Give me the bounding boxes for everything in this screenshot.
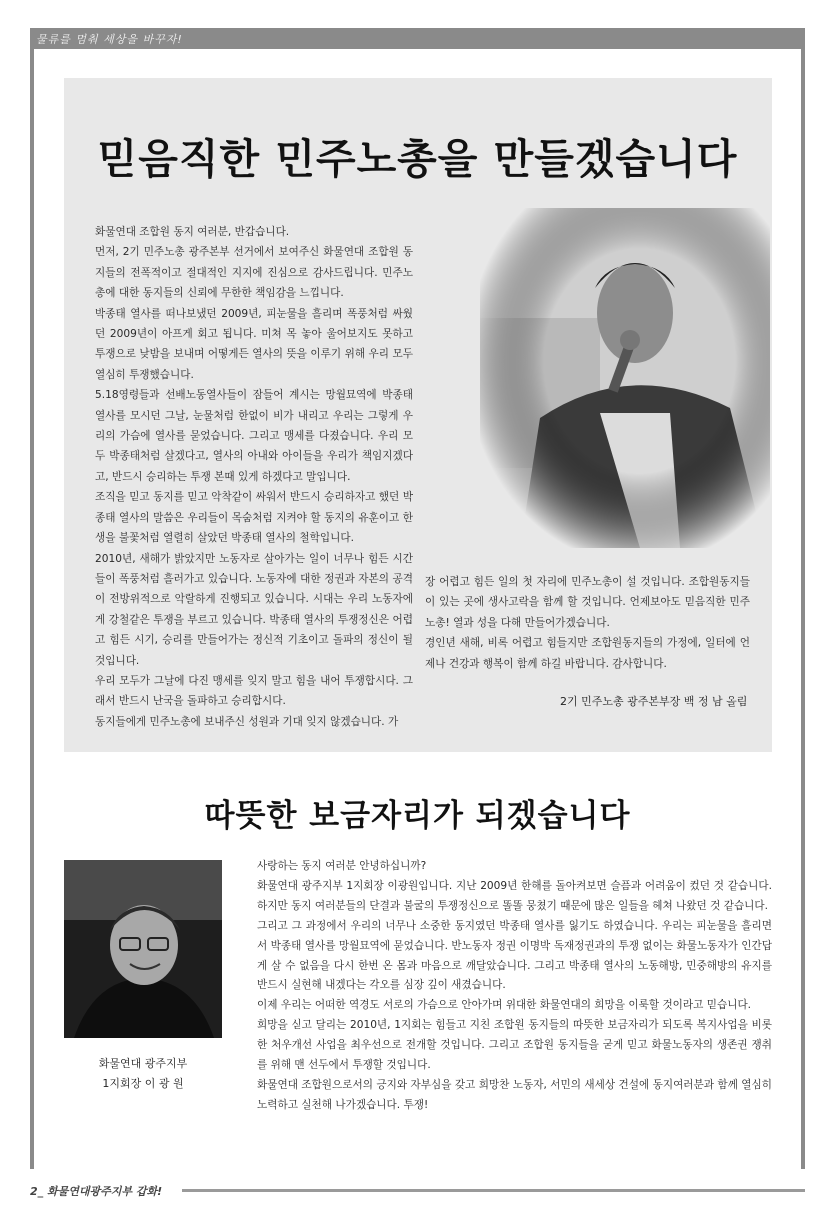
paragraph: 우리 모두가 그날에 다진 맹세를 잊지 말고 힘을 내어 투쟁합시다. 그래서 반드시 난국을 돌파하고 승리합시다.	[95, 674, 413, 708]
paragraph: 화물연대 광주지부 1지회장 이광원입니다. 지난 2009년 한해를 돌아켜보면 슬픔과 어려움이 컸던 것 같습니다. 하지만 동지 여러분들의 단결과 불굴의 투쟁정신으로 똘똘 뭉쳤기 때문에 많은 일들을 헤쳐 나왔던 것 같습니다.	[257, 879, 772, 912]
paragraph: 희망을 싣고 달리는 2010년, 1지회는 힘들고 지친 조합원 동지들의 따뜻한 보금자리가 되도록 복지사업을 비롯한 처우개선 사업을 최우선으로 전개할 것입니다. 그리고 조합원 동지들을 굳게 믿고 화물노동자의 생존권 쟁취를 위해 맨 선두에서 투쟁할 것입니다.	[257, 1019, 772, 1072]
paragraph: 박종태 열사를 떠나보냈던 2009년, 피눈물을 흘리며 폭풍처럼 싸웠던 2009년이 아프게 회고 됩니다. 미쳐 목 놓아 울어보지도 못하고 투쟁으로 낮밤을 보내며 어떻게든 열사의 뜻을 이루기 위해 우리 모두 열심히 투쟁했습니다.	[95, 307, 413, 381]
portrait-caption-affiliation: 화물연대 광주지부	[98, 1057, 188, 1070]
left-border	[30, 49, 34, 1169]
right-border	[801, 49, 805, 1169]
article2-body	[257, 857, 772, 1116]
footer-rule	[182, 1189, 805, 1192]
footer-page-label: 2_ 화물연대광주지부 갑화!	[30, 1185, 163, 1198]
article2-title: 따뜻한 보금자리가 되겠습니다	[204, 798, 631, 834]
paragraph: 사랑하는 동지 여러분 안녕하십니까?	[257, 860, 427, 872]
article1-column-right	[425, 572, 750, 674]
portrait-photo	[64, 860, 222, 1038]
article1-title: 믿음직한 민주노총을 만들겠습니다	[97, 135, 738, 183]
article1-column-left	[95, 222, 413, 732]
article1-signature: 2기 민주노총 광주본부장 백 정 남 올림	[560, 695, 748, 708]
paragraph: 2010년, 새해가 밝았지만 노동자로 살아가는 일이 너무나 힘든 시간들이 폭풍처럼 흘러가고 있습니다. 노동자에 대한 정권과 자본의 공격이 전방위적으로 악랄하게 진행되고 있습니다. 시대는 우리 노동자에게 강철같은 투쟁을 부르고 있습니다. 박종태 열사의 투쟁정신은 어렵고 힘든 시기, 승리를 만들어가는 정신적 기초이고 돌파의 정신이 될 것입니다.	[95, 552, 413, 667]
portrait-caption-name: 1지회장 이 광 원	[102, 1077, 184, 1090]
paragraph: 조직을 믿고 동지를 믿고 악착같이 싸워서 반드시 승리하자고 했던 박종태 열사의 말씀은 우리들이 목숨처럼 지켜야 할 동지의 유훈이고 한생을 불꽃처럼 열렬히 살았던 박종태 열사의 철학입니다.	[95, 491, 413, 545]
paragraph: 그리고 그 과정에서 우리의 너무나 소중한 동지였던 박종태 열사를 잃기도 하였습니다. 우리는 피눈물을 흘리면서 박종태 열사를 망월묘역에 묻었습니다. 반노동자 정권 이명박 독재정권과의 투쟁 없이는 화물노동자가 인간답게 살 수 없음을 다시 한번 온 몸과 마음으로 깨달았습니다. 그리고 박종태 열사의 노동해방, 민중해방의 유지를 반드시 실현해 내겠다는 각오를 심장 깊이 새겼습니다.	[257, 919, 772, 992]
paragraph: 5.18영령들과 선배노동열사들이 잠들어 계시는 망월묘역에 박종태 열사를 모시던 그날, 눈물처럼 한없이 비가 내리고 우리는 그렇게 우리의 가슴에 열사를 묻었습니다. 그리고 맹세를 다졌습니다. 우리 모두 박종태처럼 살겠다고, 열사의 아내와 아이들을 우리가 책임지겠다고, 반드시 승리하는 투쟁 본때 있게 하겠다고 말입니다.	[95, 389, 413, 483]
paragraph: 먼저, 2기 민주노총 광주본부 선거에서 보여주신 화물연대 조합원 동지들의 전폭적이고 절대적인 지지에 진심으로 감사드립니다. 민주노총에 대한 동지들의 신뢰에 무한한 책임감을 느낍니다.	[95, 246, 413, 300]
paragraph: 장 어렵고 힘든 일의 첫 자리에 민주노총이 설 것입니다. 조합원동지들이 있는 곳에 생사고락을 함께 할 것입니다. 언제보아도 믿음직한 민주노총! 열과 성을 다해 만들어가겠습니다.	[425, 576, 750, 629]
paragraph: 경인년 새해, 비록 어렵고 힘들지만 조합원동지들의 가정에, 일터에 언제나 건강과 행복이 함께 하길 바랍니다. 감사합니다.	[425, 637, 750, 670]
paragraph: 동지들에게 민주노총에 보내주신 성원과 기대 잊지 않겠습니다. 가	[95, 715, 399, 728]
header-slogan: 물류를 멈춰 세상을 바꾸자!	[36, 33, 183, 46]
header-bar	[30, 28, 805, 49]
speaker-photo	[480, 208, 770, 548]
paragraph: 화물연대 조합원 동지 여러분, 반갑습니다.	[95, 226, 290, 238]
paragraph: 이제 우리는 어떠한 역경도 서로의 가슴으로 안아가며 위대한 화물연대의 희망을 이룩할 것이라고 믿습니다.	[257, 999, 752, 1012]
paragraph: 화물연대 조합원으로서의 긍지와 자부심을 갖고 희망찬 노동자, 서민의 새세상 건설에 동지여러분과 함께 열심히 노력하고 실천해 나가겠습니다. 투쟁!	[257, 1078, 772, 1111]
